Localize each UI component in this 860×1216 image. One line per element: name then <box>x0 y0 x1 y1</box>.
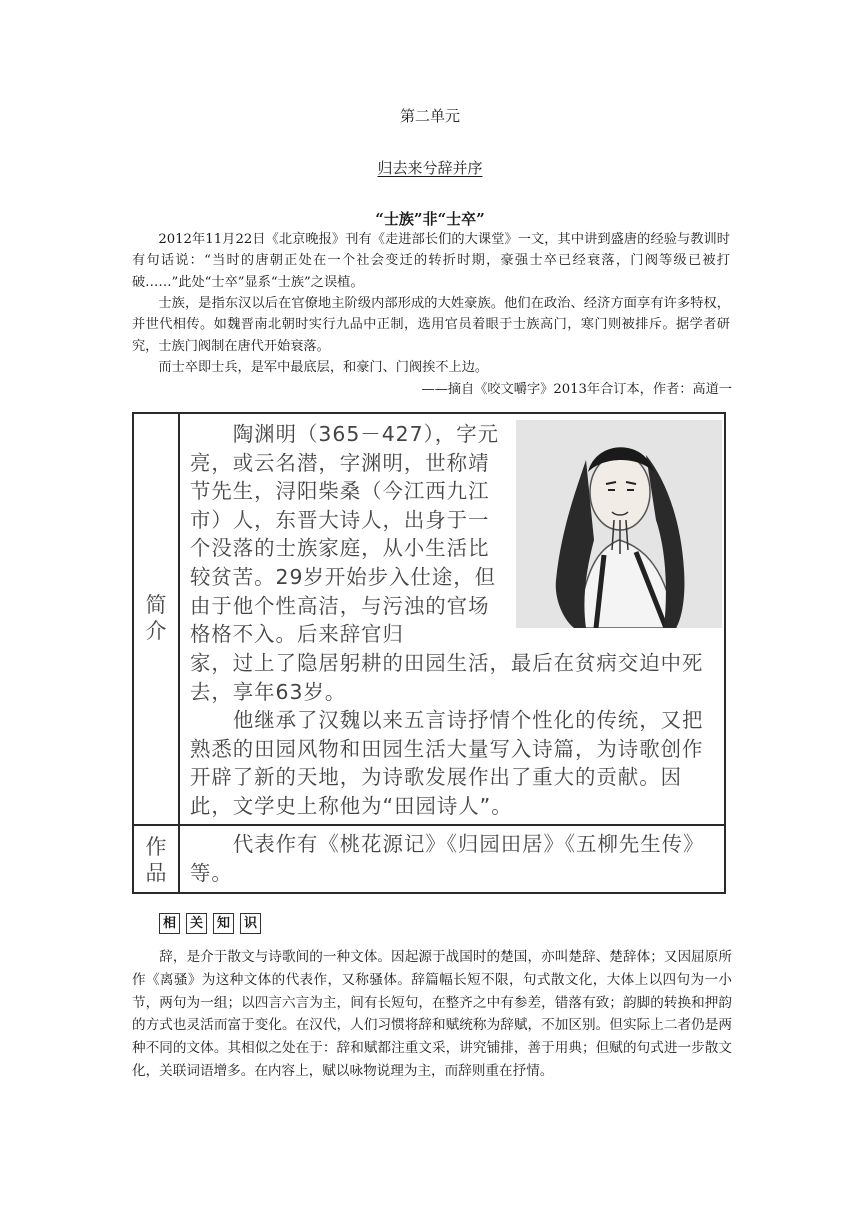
bio-label <box>134 592 178 644</box>
sidebar-paragraph-3: 而士卒即士兵，是军中最底层，和豪门、门阀挨不上边。 <box>158 360 489 375</box>
bio-intro-continued: 家，过上了隐居躬耕的田园生活，最后在贫病交迫中死去，享年63岁。 <box>190 651 704 704</box>
bio-intro-text: 陶渊明（365－427），字元亮，或云名潜，字渊明，世称靖节先生，浔阳柴桑（今江西九江市）人，东晋大诗人，出身于一个没落的士族家庭，从小生活比较贫苦。29岁开始步入仕途，但由于他个性高洁，与污浊的官场格格不入。后来辞官归 <box>190 422 499 647</box>
heading-char-box: 关 <box>186 913 207 934</box>
related-knowledge-paragraph: 辞，是介于散文与诗歌间的一种文体。因起源于战国时的楚国，亦叫楚辞、楚辞体；又因屈原所作《离骚》为这种文体的代表作，又称骚体。辞篇幅长短不限，句式散文化，大体上以四句为一小节，两句为一组；以四言六言为主，间有长短句，在整齐之中有参差，错落有致；韵脚的转换和押韵的方式也灵活而富于变化。在汉代，人们习惯将辞和赋统称为辞赋，不加区别。但实际上二者仍是两种不同的文体。其相似之处在于：辞和赋都注重文采，讲究铺排，善于用典；但赋的句式进一步散文化，关联词语增多。在内容上，赋以咏物说理为主，而辞则重在抒情。 <box>132 949 732 1079</box>
bio-legacy-text: 他继承了汉魏以来五言诗抒情个性化的传统，又把熟悉的田园风物和田园生活大量写入诗篇，为诗歌创作开辟了新的天地，为诗歌发展作出了重大的贡献。因此，文学史上称他为“田园诗人”。 <box>190 708 704 818</box>
unit-title: 第二单元 <box>399 107 460 125</box>
row-divider <box>134 824 724 826</box>
column-divider <box>178 414 180 892</box>
sidebar-paragraph-1: 2012年11月22日《北京晚报》刊有《走进部长们的大课堂》一文，其中讲到盛唐的经验与教训时有句话说：“当时的唐朝正处在一个社会变迁的转折时期，豪强士卒已经衰落，门阀等级已被打破……”此处“士卒”显系“士族”之误植。 <box>132 232 730 290</box>
heading-char-box: 知 <box>213 913 234 934</box>
lesson-title: 归去来兮辞并序 <box>377 159 483 177</box>
heading-char-box: 识 <box>240 913 261 934</box>
works-text: 代表作有《桃花源记》《归园田居》《五柳先生传》等。 <box>190 832 705 885</box>
portrait-image <box>516 420 722 628</box>
portrait-illustration <box>516 420 722 628</box>
related-knowledge-heading <box>159 913 261 934</box>
heading-char-box: 相 <box>159 913 180 934</box>
sidebar-title: “士族”非“士卒” <box>375 210 485 228</box>
bio-label-text: 简介 <box>145 593 167 643</box>
bio-table <box>132 412 726 894</box>
sidebar-paragraph-2: 士族，是指东汉以后在官僚地主阶级内部形成的大姓豪族。他们在政治、经济方面享有许多特权，并世代相传。如魏晋南北朝时实行九品中正制，选用官员着眼于士族高门，寒门则被排斥。据学者研究，士族门阀制在唐代开始衰落。 <box>132 296 730 354</box>
works-label <box>134 834 178 886</box>
source-attribution: ——摘自《咬文嚼字》2013年合订本，作者：高道一 <box>421 382 732 397</box>
works-label-text: 作品 <box>145 835 167 885</box>
